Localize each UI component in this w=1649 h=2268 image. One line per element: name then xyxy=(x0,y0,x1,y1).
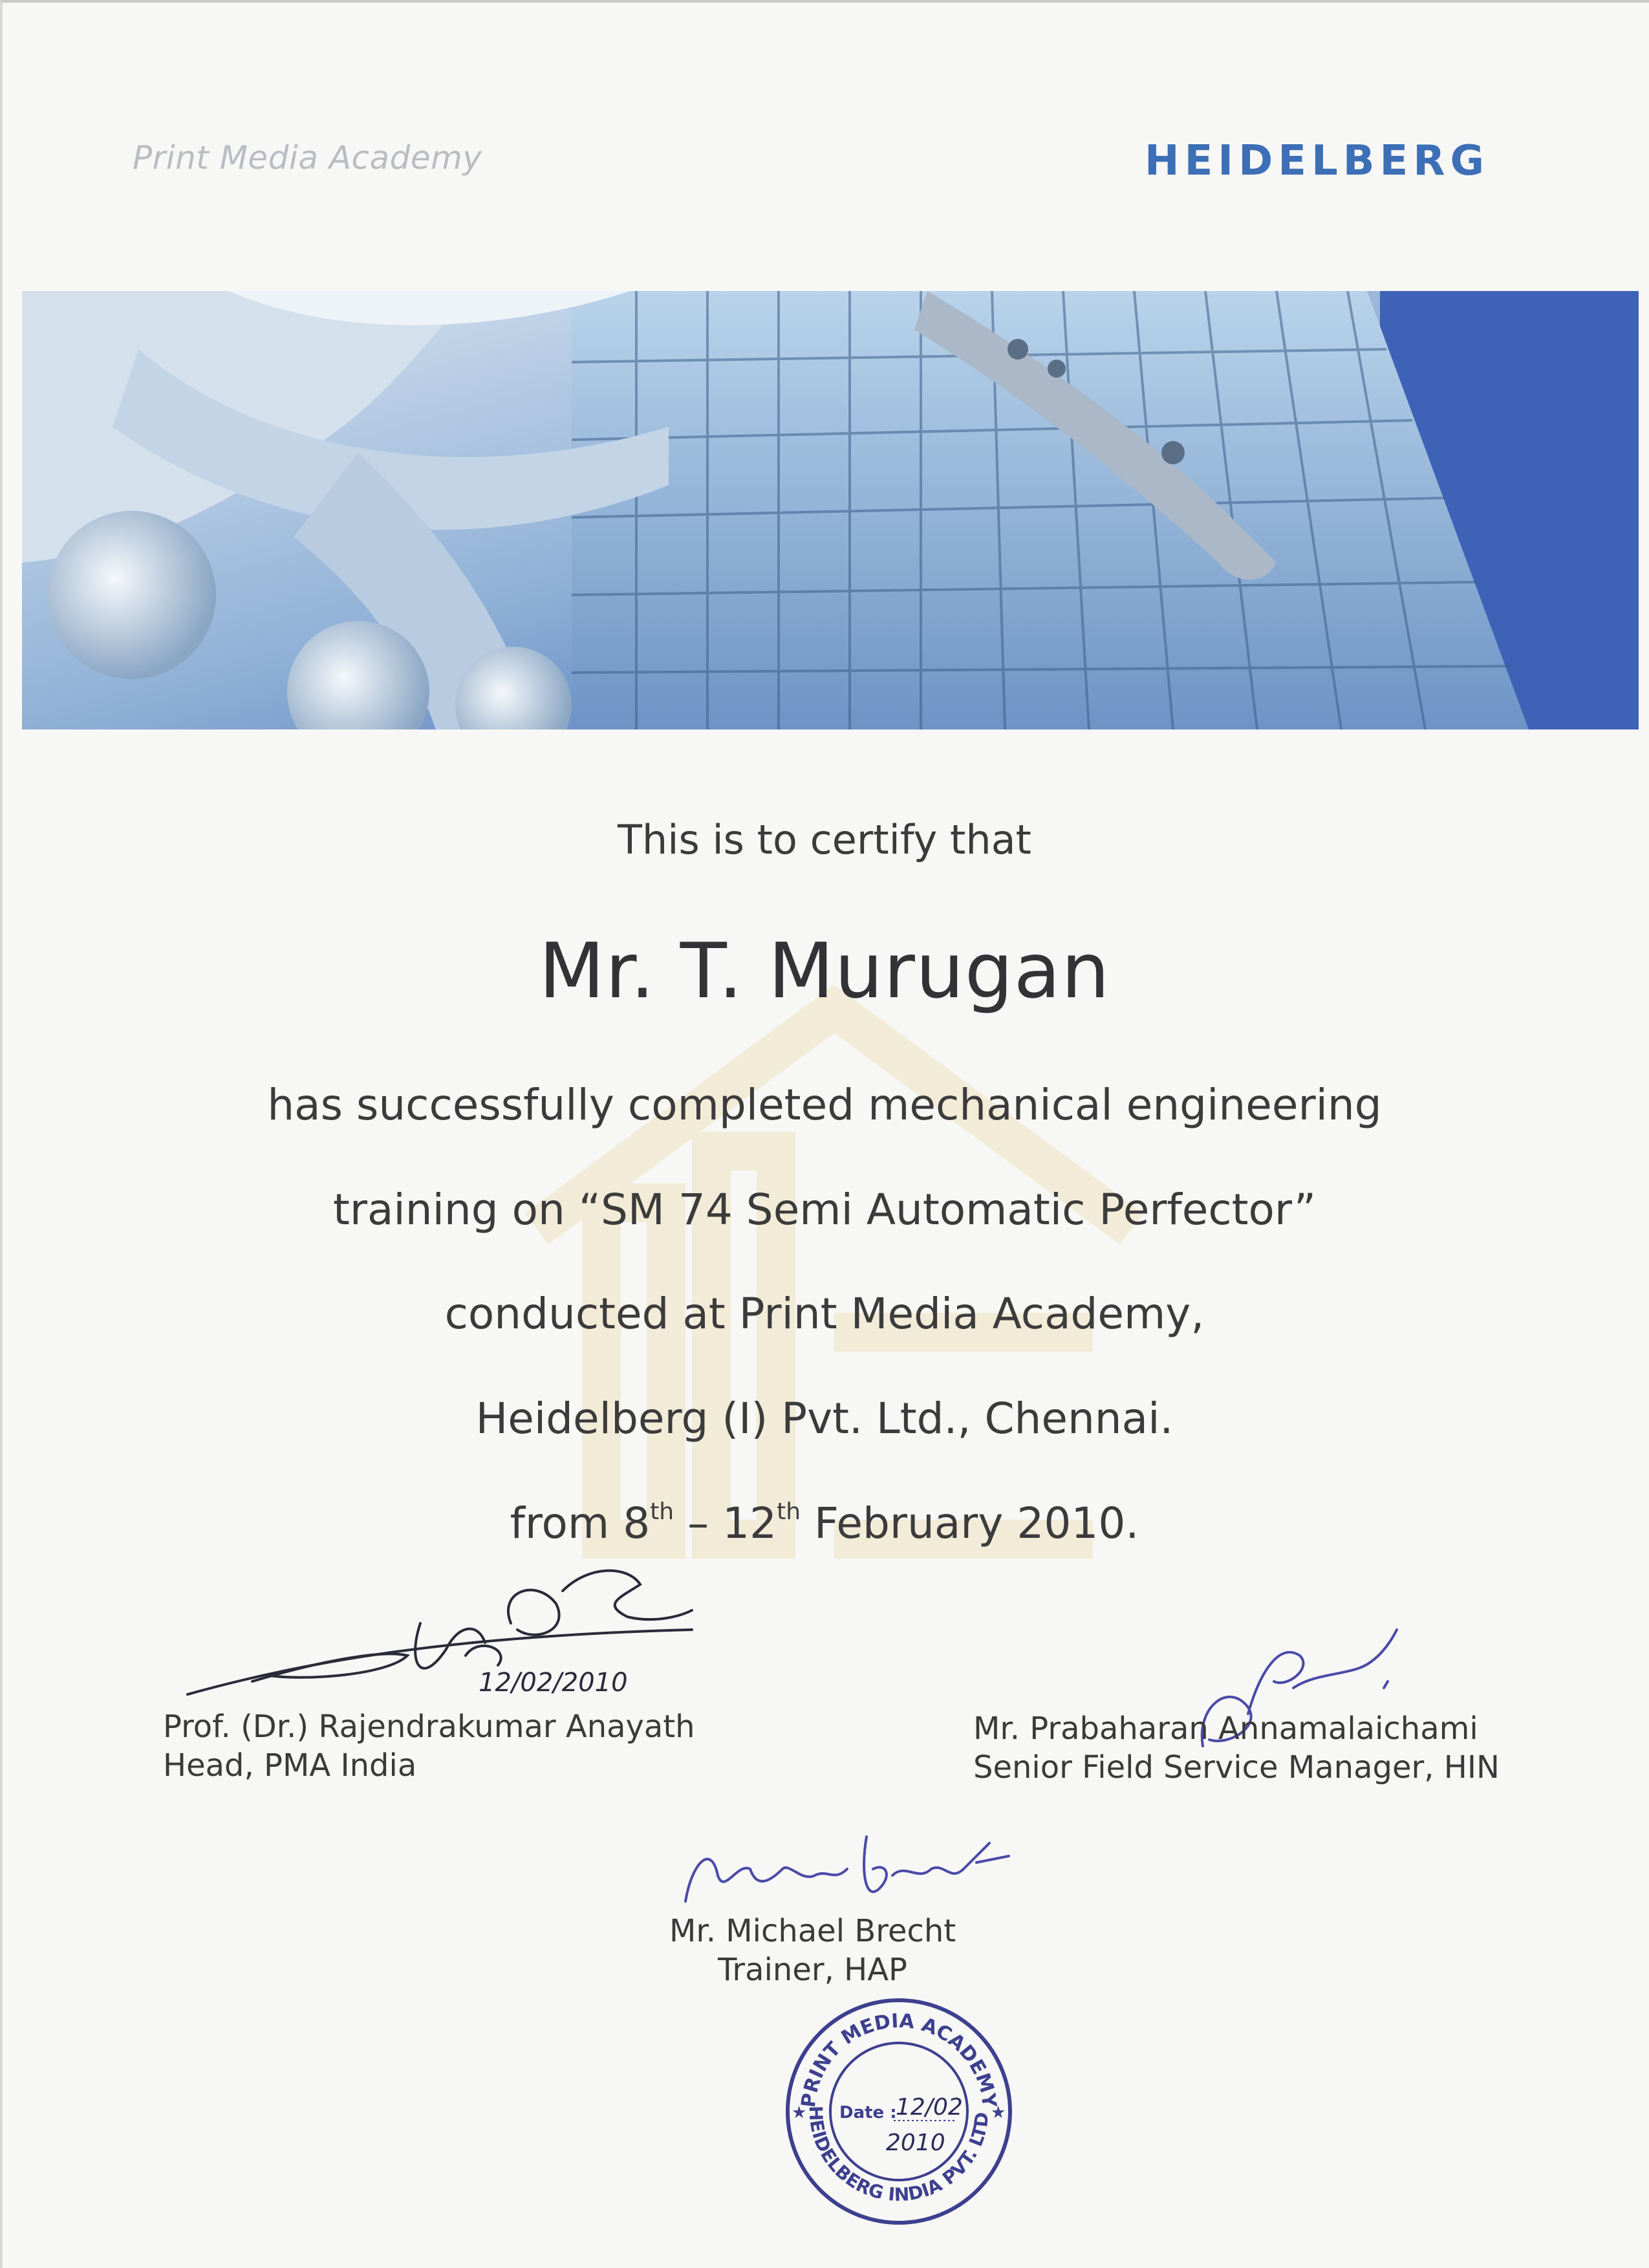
signatory-name: Prof. (Dr.) Rajendrakumar Anayath xyxy=(163,1709,695,1745)
signatory-title: Head, PMA India xyxy=(163,1747,417,1784)
body-line-4: Heidelberg (I) Pvt. Ltd., Chennai. xyxy=(475,1394,1174,1443)
stamp-date-label: Date : xyxy=(839,2103,897,2122)
signatory-anayath xyxy=(163,1707,695,1785)
signature-brecht xyxy=(673,1824,1022,1917)
banner-image xyxy=(22,291,1639,729)
signatory-name: Mr. Michael Brecht xyxy=(669,1913,956,1949)
body-line-2: training on “SM 74 Semi Automatic Perfector” xyxy=(332,1185,1317,1235)
body-line-3: conducted at Print Media Academy, xyxy=(444,1289,1205,1339)
recipient-name: Mr. T. Murugan xyxy=(539,926,1110,1015)
stamp-top-text: PRINT MEDIA ACADEMY xyxy=(797,2009,1001,2109)
signature-date: 12/02/2010 xyxy=(479,1668,628,1698)
svg-text:★: ★ xyxy=(991,2103,1006,2122)
stamp-bottom-text: HEIDELBERG INDIA PVT. LTD xyxy=(804,2105,993,2206)
certify-intro: This is to certify that xyxy=(618,816,1031,863)
heidelberg-logo xyxy=(1145,137,1533,181)
signatory-name: Mr. Prabaharan Annamalaichami xyxy=(973,1711,1478,1747)
signatory-brecht xyxy=(669,1912,956,1989)
stamp-date-value-1: 12/02 xyxy=(896,2094,963,2121)
signatory-title: Senior Field Service Manager, HIN xyxy=(973,1749,1500,1786)
academy-header: Print Media Academy xyxy=(133,139,482,177)
svg-text:★: ★ xyxy=(792,2103,807,2122)
stamp-date-value-2: 2010 xyxy=(886,2130,945,2156)
signatory-annamalaichami xyxy=(973,1709,1500,1787)
academy-stamp xyxy=(782,1995,1015,2228)
svg-text:HEIDELBERG: HEIDELBERG xyxy=(1145,137,1490,181)
signature-anayath xyxy=(175,1552,705,1710)
date-range: from 8th – 12th February 2010. xyxy=(510,1498,1139,1548)
signatory-title: Trainer, HAP xyxy=(718,1952,907,1988)
body-line-1: has successfully completed mechanical engineering xyxy=(267,1080,1382,1130)
